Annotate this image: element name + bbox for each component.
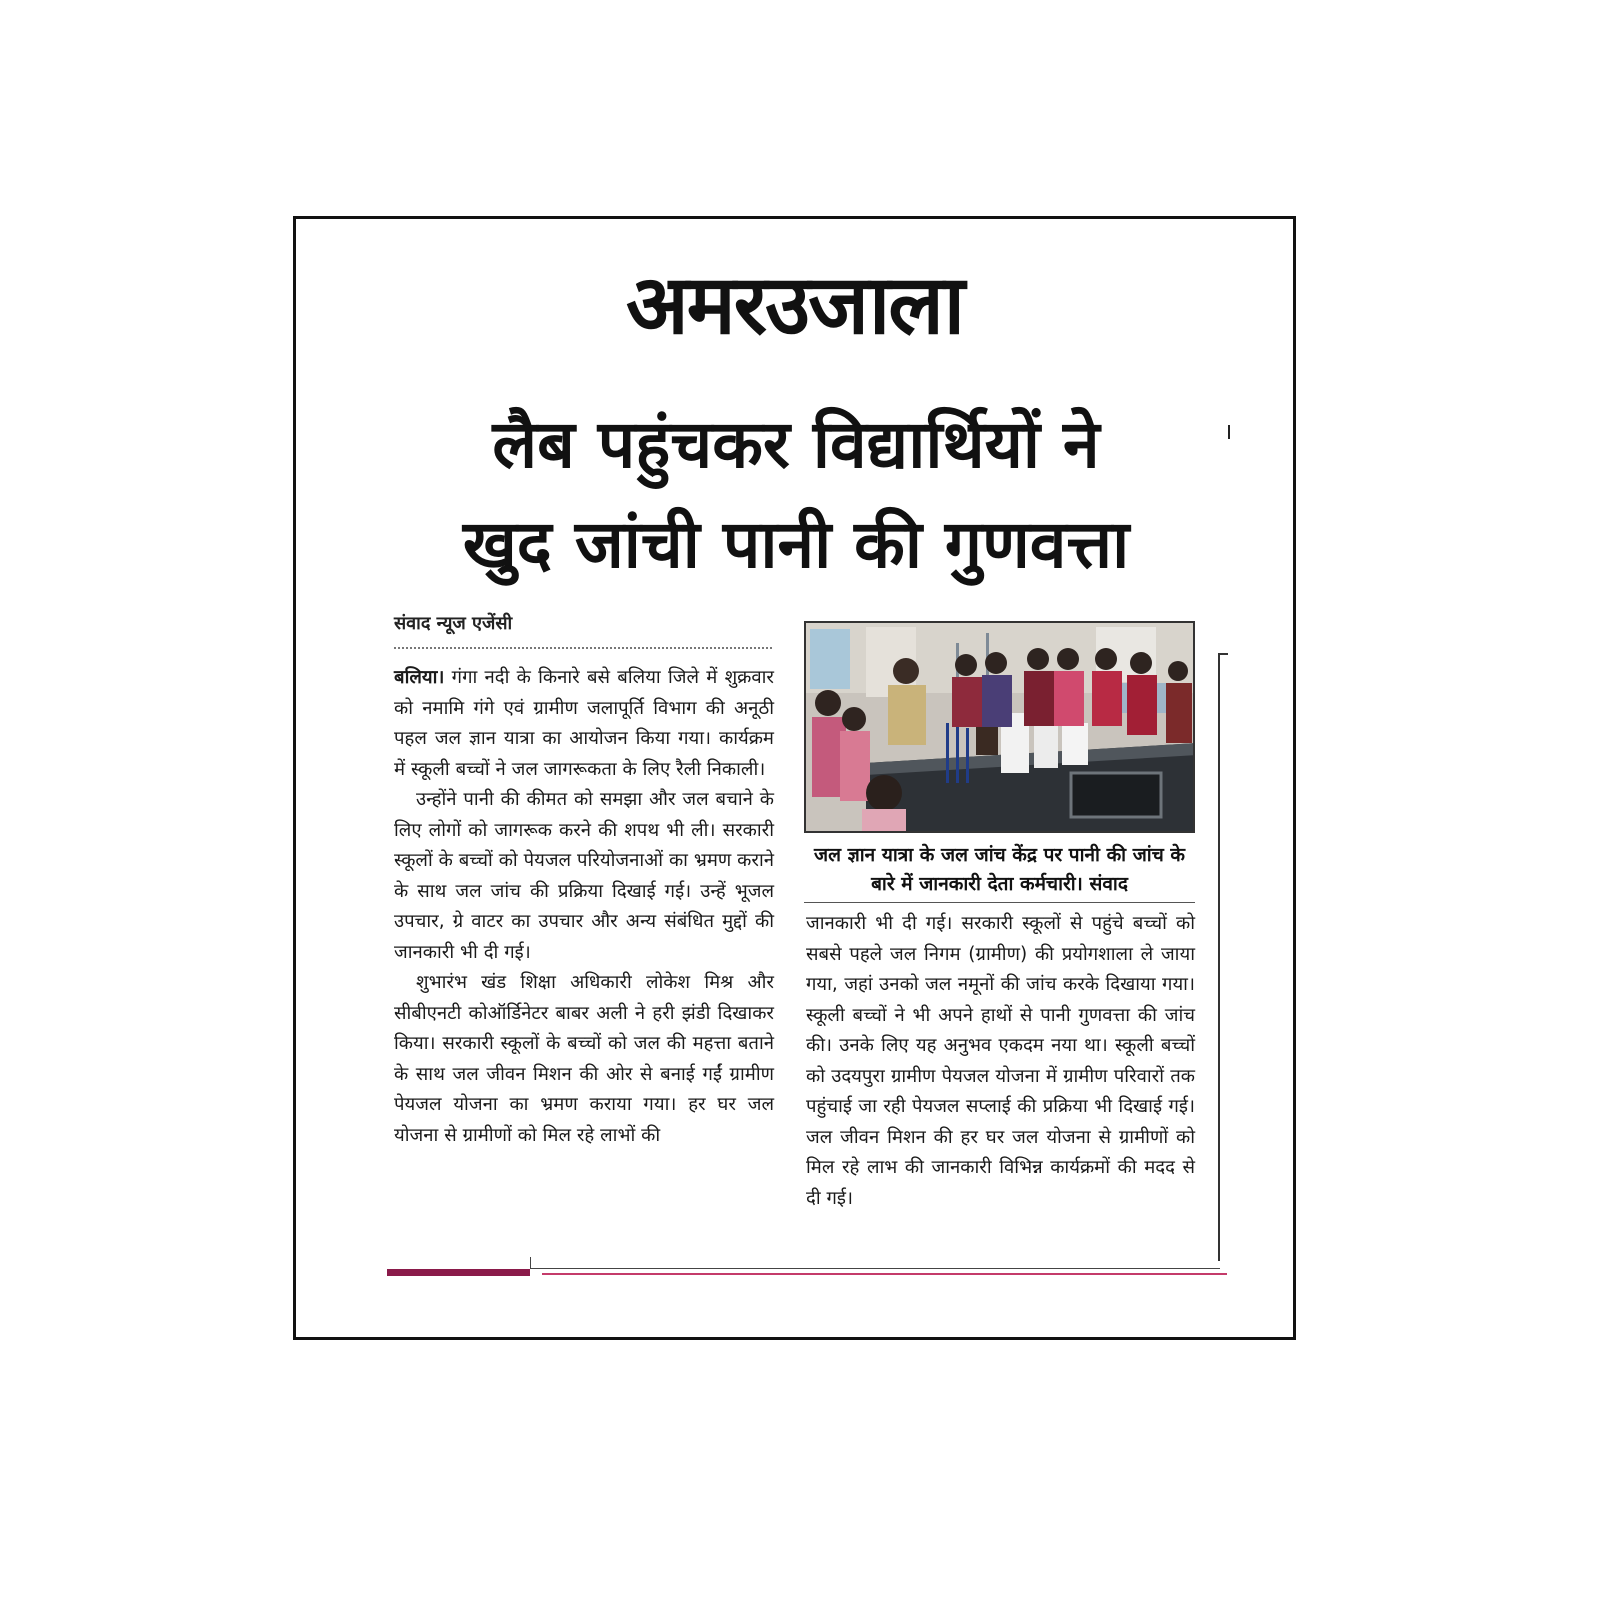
headline-line-2: खुद जांची पानी की गुणवत्ता (462, 506, 1130, 583)
article-paragraph (394, 663, 774, 785)
article-paragraph: जानकारी भी दी गई। सरकारी स्कूलों से पहुंचे बच्चों को सबसे पहले जल निगम (ग्रामीण) की प्रयोगशाला ले जाया गया, जहां उनको जल नमूनों की जांच करके दिखाया गया। स्कूली बच्चों ने भी अपने हाथों से पानी गुणवत्ता की जांच की। उनके लिए यह अनुभव एकदम नया था। स्कूली बच्चों को उदयपुरा ग्रामीण पेयजल योजना में ग्रामीण परिवारों तक पहुंचाई जा रही पेयजल सप्लाई की प्रक्रिया भी दिखाई गई। जल जीवन मिशन की हर घर जल योजना से ग्रामीणों को मिल रहे लाभ की जानकारी विभिन्न कार्यक्रमों की मदद से दी गई। (806, 913, 1195, 1209)
footer-accent-line (542, 1273, 1227, 1275)
headline-line-1: लैब पहुंचकर विद्यार्थियों ने (492, 406, 1100, 483)
lab-scene-image (806, 623, 1195, 833)
article-paragraph: शुभारंभ खंड शिक्षा अधिकारी लोकेश मिश्र और सीबीएनटी कोऑर्डिनेटर बाबर अली ने हरी झंडी दिखाकर किया। सरकारी स्कूलों के बच्चों को जल की महत्ता बताने के साथ जल जीवन मिशन की ओर से बनाई गईं ग्रामीण पेयजल योजना का भ्रमण कराया गया। हर घर जल योजना से ग्रामीणों को मिल रहे लाभों की (394, 972, 774, 1146)
footer-rule-step (530, 1257, 1220, 1269)
news-photo (804, 621, 1195, 833)
article-left-column (394, 663, 774, 1151)
article-right-column (806, 909, 1195, 1214)
photo-caption: जल ज्ञान यात्रा के जल जांच केंद्र पर पानी की जांच के बारे में जानकारी देता कर्मचारी। संवाद (813, 844, 1185, 895)
footer-accent-bar (387, 1269, 530, 1276)
dateline: बलिया। (394, 667, 445, 688)
masthead-logo: अमरउजाला (625, 258, 964, 353)
newspaper-clipping (293, 216, 1296, 1340)
caption-divider (804, 902, 1195, 903)
paragraph-text: गंगा नदी के किनारे बसे बलिया जिले में शुक्रवार को नमामि गंगे एवं ग्रामीण जलापूर्ति विभाग की अनूठी पहल जल ज्ञान यात्रा का आयोजन किया गया। कार्यक्रम में स्कूली बच्चों ने जल जागरूकता के लिए रैली निकाली। (394, 667, 774, 780)
byline: संवाद न्यूज एजेंसी (394, 613, 513, 634)
article-paragraph: उन्होंने पानी की कीमत को समझा और जल बचाने के लिए लोगों को जागरूक करने की शपथ भी ली। सरकारी स्कूलों के बच्चों को पेयजल परियोजनाओं का भ्रमण कराने के साथ जल जांच की प्रक्रिया दिखाई गई। उन्हें भूजल उपचार, ग्रे वाटर का उपचार और अन्य संबंधित मुद्दों की जानकारी भी दी गई। (394, 789, 774, 963)
byline-divider (394, 647, 772, 649)
column-rule (1218, 653, 1220, 1261)
